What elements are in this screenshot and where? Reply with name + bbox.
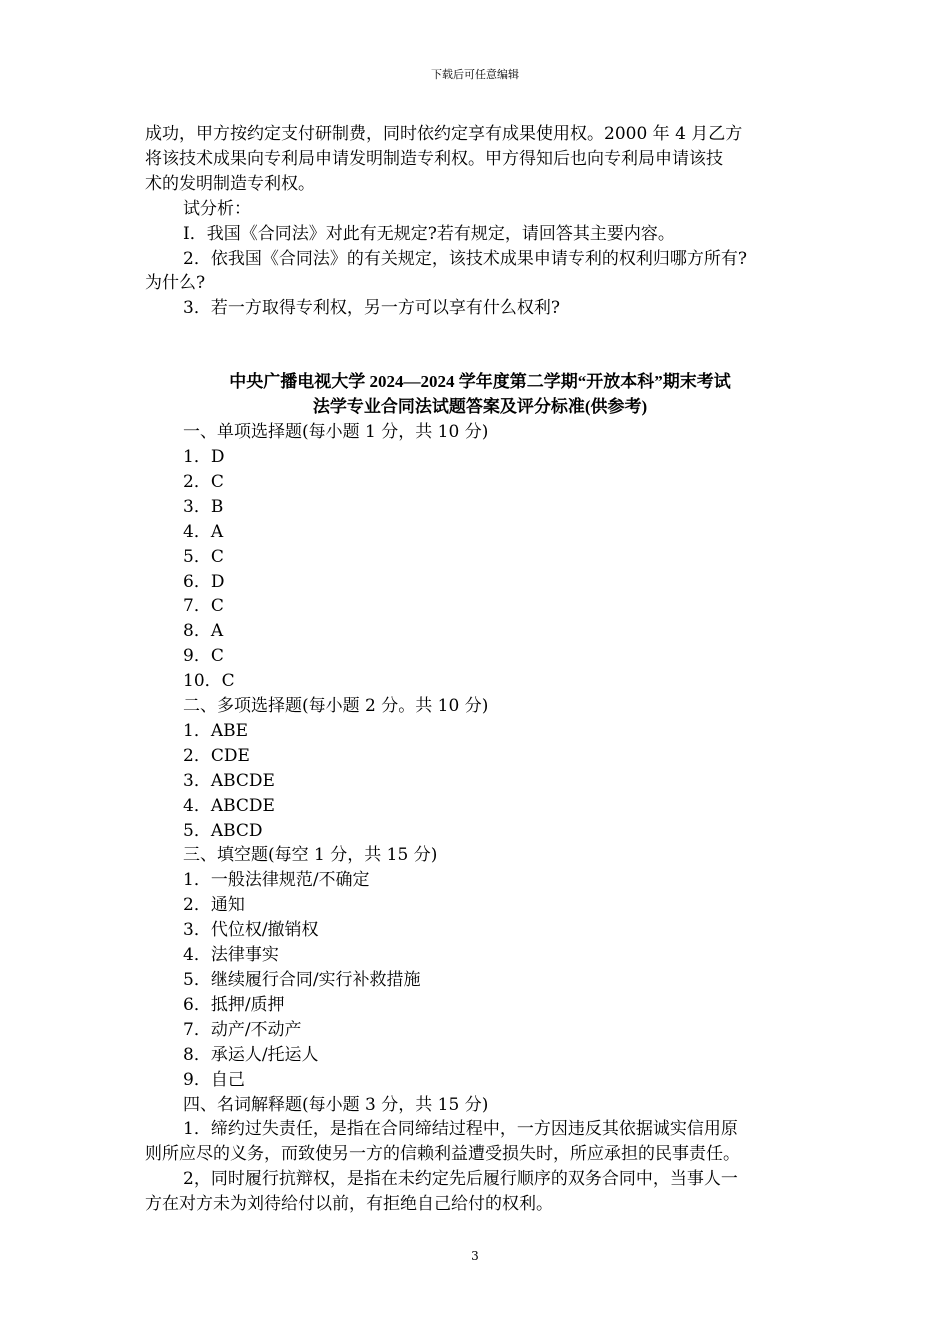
page-header-note: 下载后可任意编辑 <box>431 68 519 81</box>
answer-item: 6．D <box>183 571 225 592</box>
answer-item: 2．CDE <box>183 745 250 766</box>
answer-item: 8．A <box>183 621 224 642</box>
answer-item: 3．ABCDE <box>183 770 275 791</box>
answer-title-line-1: 中央广播电视大学 2024—2024 学年度第二学期“开放本科”期末考试 <box>229 372 731 392</box>
page-number: 3 <box>471 1249 479 1263</box>
spacer <box>145 321 815 370</box>
document-body <box>145 122 815 1217</box>
answer-item: 9．自己 <box>183 1069 245 1090</box>
answer-item: 2．通知 <box>183 895 245 916</box>
question-1: I．我国《合同法》对此有无规定?若有规定，请回答其主要内容。 <box>183 223 675 244</box>
answer-item: 2．C <box>183 471 224 492</box>
intro-line: 成功，甲方按约定支付研制费，同时依约定享有成果使用权。2000 年 4 月乙方 <box>145 124 743 144</box>
intro-line: 将该技术成果向专利局申请发明制造专利权。甲方得知后也向专利局申请该技 <box>145 148 723 169</box>
answer-item: 7．动产/不动产 <box>183 1019 302 1040</box>
question-3: 3．若一方取得专利权，另一方可以享有什么权利? <box>183 298 560 319</box>
definition-line: 1．缔约过失责任，是指在合同缔结过程中，一方因违反其依据诚实信用原 <box>183 1119 738 1140</box>
section-heading-multiple-choice: 二、多项选择题(每小题 2 分。共 10 分) <box>183 696 489 717</box>
section-heading-fill-in: 三、填空题(每空 1 分，共 15 分) <box>183 845 438 866</box>
answer-item: 3．B <box>183 496 224 517</box>
answer-item: 1．ABE <box>183 720 248 741</box>
answer-item: 8．承运人/托运人 <box>183 1044 319 1065</box>
answer-item: 5．ABCD <box>183 820 263 841</box>
answer-item: 1．一般法律规范/不确定 <box>183 870 370 891</box>
answer-item: 5．继续履行合同/实行补救措施 <box>183 970 421 990</box>
definition-line: 方在对方未为刘待给付以前，有拒绝自己给付的权利。 <box>145 1194 553 1215</box>
answer-item: 6．抵押/质押 <box>183 994 285 1015</box>
intro-line: 术的发明制造专利权。 <box>145 173 315 194</box>
definition-line: 2，同时履行抗辩权，是指在未约定先后履行顺序的双务合同中，当事人一 <box>183 1169 738 1190</box>
answer-item: 5．C <box>183 546 224 567</box>
answer-title-line-2: 法学专业合同法试题答案及评分标准(供参考) <box>312 397 648 417</box>
answer-item: 10．C <box>183 671 235 692</box>
section-heading-term-explanation: 四、名词解释题(每小题 3 分，共 15 分) <box>183 1094 489 1115</box>
definition-line: 则所应尽的义务，而致使另一方的信赖利益遭受损失时，所应承担的民事责任。 <box>145 1144 740 1165</box>
answer-item: 4．ABCDE <box>183 795 275 816</box>
answer-item: 4．A <box>183 521 224 542</box>
analysis-label: 试分析： <box>183 198 251 219</box>
question-2: 2．依我国《合同法》的有关规定，该技术成果申请专利的权利归哪方所有? <box>183 248 747 269</box>
answer-item: 7．C <box>183 596 224 617</box>
answer-item: 4．法律事实 <box>183 945 279 966</box>
answer-item: 3．代位权/撤销权 <box>183 920 319 941</box>
section-heading-single-choice: 一、单项选择题(每小题 1 分，共 10 分) <box>183 422 489 443</box>
answer-item: 1．D <box>183 446 225 467</box>
answer-item: 9．C <box>183 646 224 667</box>
question-2-continued: 为什么? <box>145 273 206 294</box>
